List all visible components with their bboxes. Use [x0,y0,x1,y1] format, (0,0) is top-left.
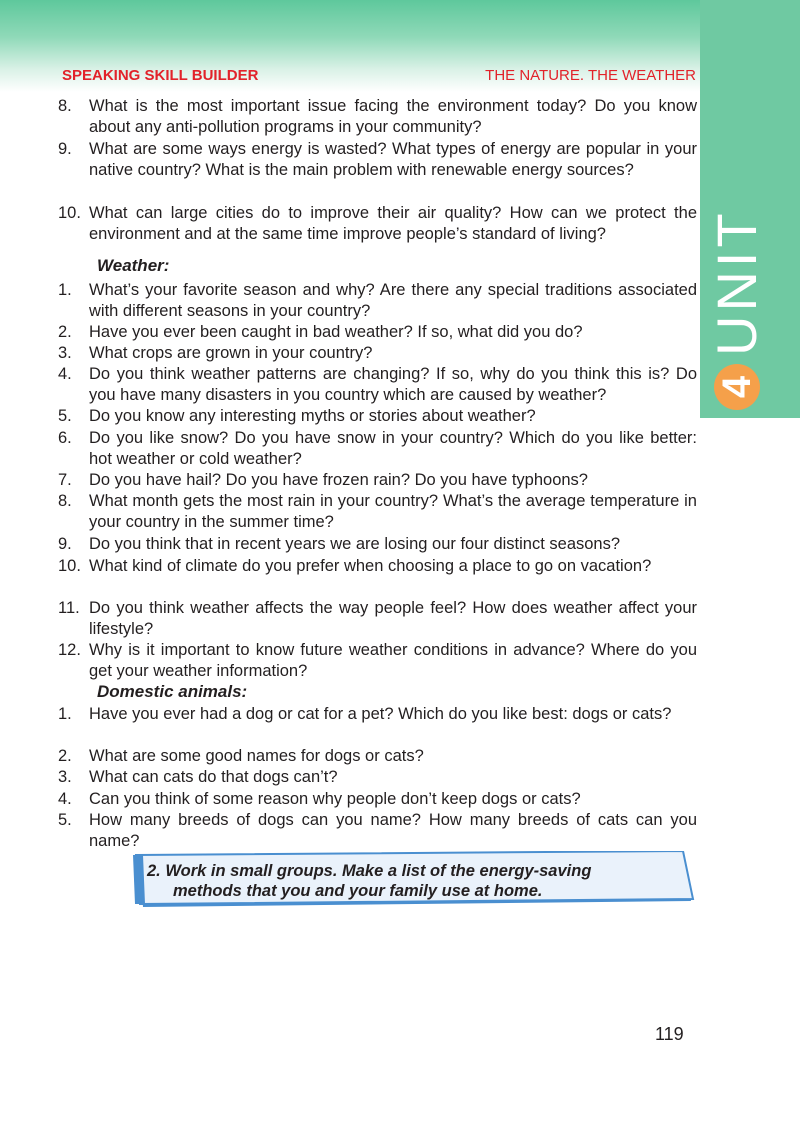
weather-question-1 [58,280,697,322]
question-number: 3. [58,768,72,786]
unit-number-badge: 4 [714,364,760,410]
task-line-1: 2. Work in small groups. Make a list of the energy-saving [147,862,592,880]
weather-question-11 [58,598,697,640]
question-number: 5. [58,811,72,829]
animals-heading: Domestic animals: [97,682,248,701]
question-number: 8. [58,97,72,115]
question-text: How many breeds of dogs can you name? How many breeds of cats can you name? [89,811,697,850]
task-line-2: methods that you and your family use at home. [173,882,543,900]
question-number: 1. [58,281,72,299]
animals-question-3 [58,767,697,788]
weather-question-6 [58,428,697,470]
weather-question-10 [58,556,697,577]
weather-question-5 [58,406,697,427]
env-question-10 [58,203,697,245]
animals-question-4 [58,789,697,810]
question-text: Have you ever been caught in bad weather? If so, what did you do? [89,323,583,341]
question-text: What can cats do that dogs can’t? [89,768,338,786]
question-number: 7. [58,471,72,489]
question-number: 2. [58,323,72,341]
unit-label [705,209,768,410]
question-text: What are some good names for dogs or cats? [89,747,424,765]
weather-heading: Weather: [97,256,170,275]
unit-word: UNIT [705,209,768,356]
weather-question-4 [58,364,697,406]
question-text: Do you know any interesting myths or stories about weather? [89,407,536,425]
question-text: What crops are grown in your country? [89,344,373,362]
weather-question-7 [58,470,697,491]
question-text: What can large cities do to improve their air quality? How can we protect the environment and at the same time improve people’s standard of living? [89,204,697,243]
question-number: 11. [58,599,80,617]
question-number: 1. [58,705,72,723]
env-question-9 [58,139,697,181]
question-text: Do you have hail? Do you have frozen rain? Do you have typhoons? [89,471,588,489]
animals-question-1 [58,704,697,725]
question-text: What month gets the most rain in your country? What’s the average temperature in your country in the summer time? [89,492,697,531]
question-text: What are some ways energy is wasted? What types of energy are popular in your native country? What is the main problem with renewable energy sources? [89,140,697,179]
question-number: 6. [58,429,72,447]
question-number: 2. [58,747,72,765]
question-text: What is the most important issue facing the environment today? Do you know about any anti-pollution programs in your community? [89,97,697,136]
question-text: Do you like snow? Do you have snow in your country? Which do you like better: hot weather or cold weather? [89,429,697,468]
question-number: 9. [58,535,72,553]
animals-question-2 [58,746,697,767]
question-number: 10. [58,204,81,222]
question-text: Have you ever had a dog or cat for a pet? Which do you like best: dogs or cats? [89,705,672,723]
question-number: 4. [58,790,72,808]
question-number: 8. [58,492,72,510]
question-number: 5. [58,407,72,425]
section-title: SPEAKING SKILL BUILDER [62,67,259,84]
weather-question-8 [58,491,697,533]
question-text: What’s your favorite season and why? Are there any special traditions associated with different seasons in your country? [89,281,697,320]
question-text: What kind of climate do you prefer when choosing a place to go on vacation? [89,557,652,575]
env-question-8 [58,96,697,138]
question-text: Do you think weather affects the way people feel? How does weather affect your lifestyle? [89,599,697,638]
weather-question-12 [58,640,697,682]
weather-question-9 [58,534,697,555]
question-number: 3. [58,344,72,362]
task-instruction [147,861,692,901]
question-number: 9. [58,140,72,158]
weather-question-3 [58,343,697,364]
question-number: 12. [58,641,81,659]
weather-question-2 [58,322,697,343]
question-number: 10. [58,557,81,575]
chapter-title: THE NATURE. THE WEATHER [485,67,696,84]
question-number: 4. [58,365,72,383]
task-banner [133,851,699,909]
question-text: Why is it important to know future weather conditions in advance? Where do you get your weather information? [89,641,697,680]
animals-question-5 [58,810,697,852]
page-number: 119 [655,1024,684,1044]
question-text: Do you think that in recent years we are losing our four distinct seasons? [89,535,621,553]
question-text: Do you think weather patterns are changing? If so, why do you think this is? Do you have many disasters in you country which are caused by weather? [89,365,697,404]
question-text: Can you think of some reason why people don’t keep dogs or cats? [89,790,581,808]
